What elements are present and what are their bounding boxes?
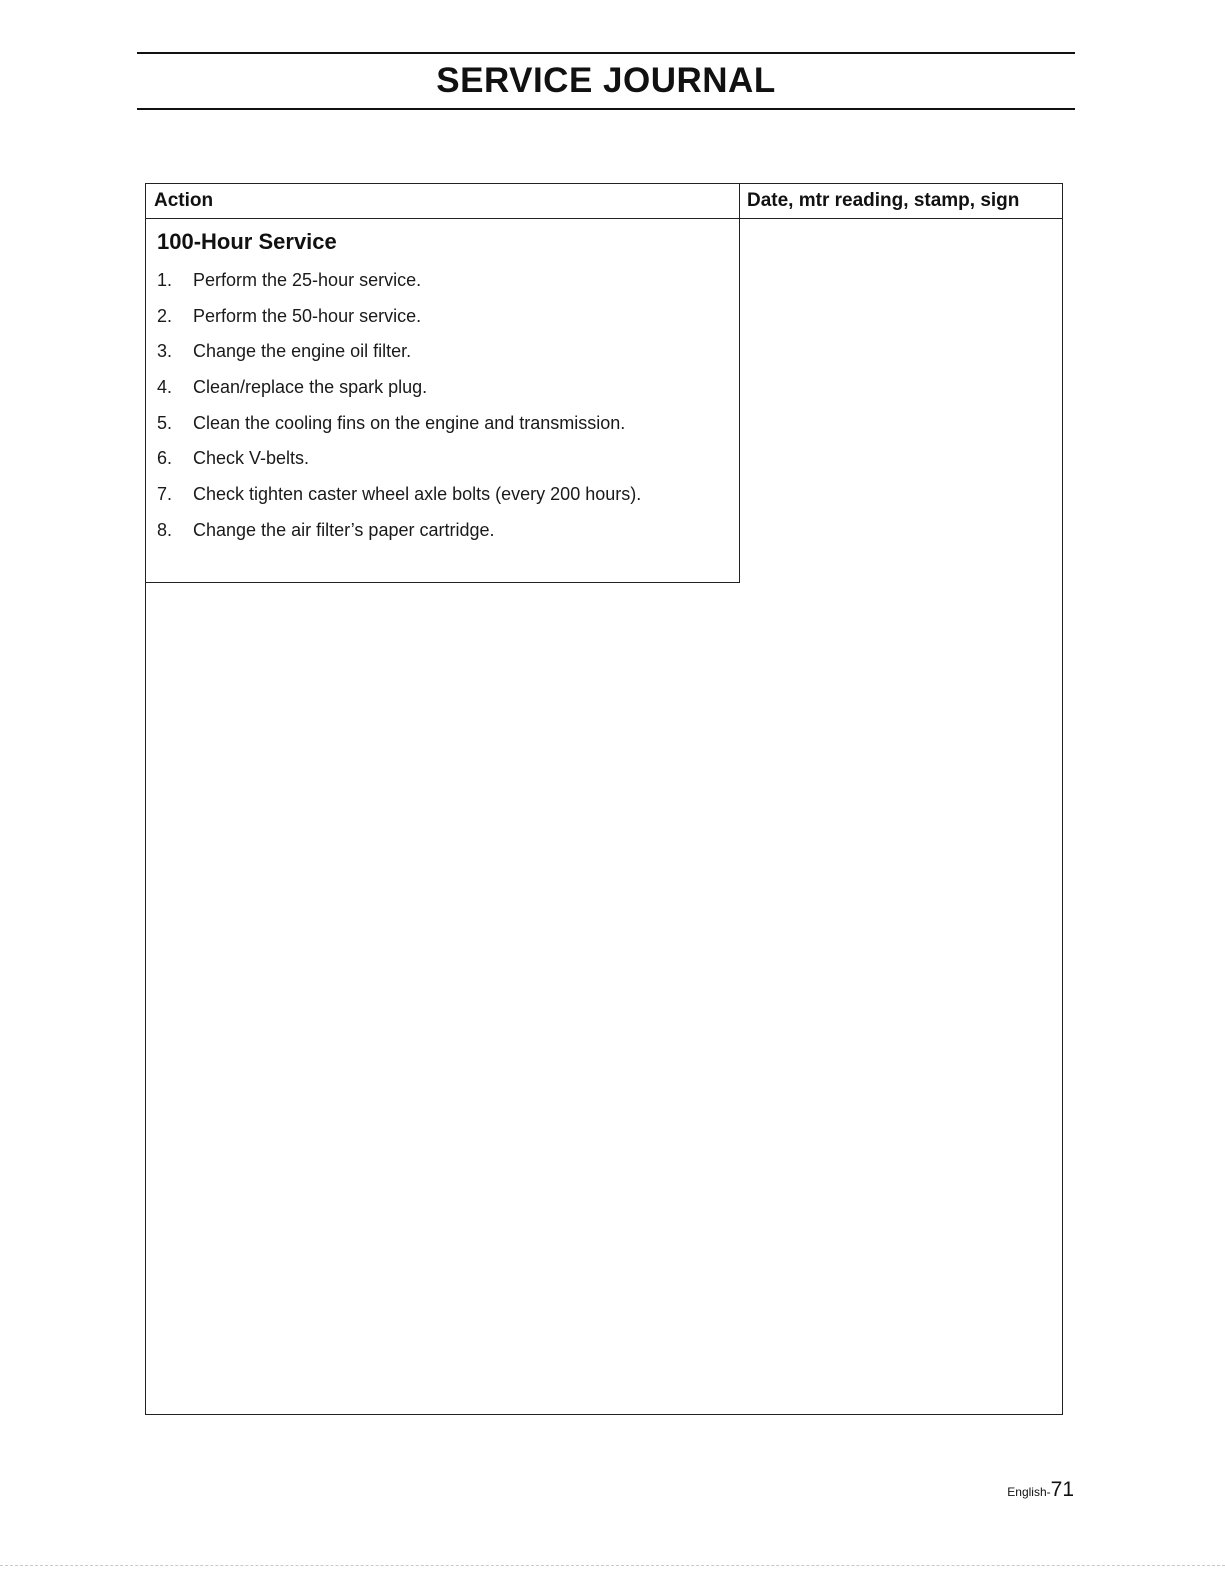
footer-language: English- [1007,1485,1051,1499]
step-number: 7. [157,484,173,505]
step-text: Check V-belts. [193,448,310,469]
action-cell-100-hour [146,218,740,583]
title-rule-bottom [137,108,1075,110]
step-text: Change the engine oil filter. [193,341,412,362]
step-number: 6. [157,448,173,469]
step-text: Check tighten caster wheel axle bolts (every 200 hours). [193,484,642,505]
list-item [157,268,641,304]
section-title: 100-Hour Service [157,229,337,254]
step-text: Perform the 25-hour service. [193,270,422,290]
table-header-row [146,184,1062,219]
scan-edge-line [0,1565,1225,1566]
column-header-action: Action [154,190,214,211]
step-number: 1. [157,270,173,290]
step-text: Clean the cooling fins on the engine and transmission. [193,412,626,433]
page-footer [1007,1478,1074,1502]
column-header-date-sign: Date, mtr reading, stamp, sign [747,190,1020,211]
list-item [157,482,641,518]
service-journal-table [145,183,1063,1415]
list-item [157,304,641,340]
step-number: 2. [157,305,173,326]
list-item [157,375,641,411]
step-number: 4. [157,377,173,398]
list-item [157,411,641,447]
step-list [157,268,641,554]
step-text: Change the air filter’s paper cartridge. [193,519,495,540]
list-item [157,518,641,554]
list-item [157,339,641,375]
list-item [157,446,641,482]
step-text: Clean/replace the spark plug. [193,377,428,398]
step-number: 8. [157,519,173,540]
header-column-divider [739,184,740,218]
step-text: Perform the 50-hour service. [193,305,422,326]
page-number: 71 [1050,1478,1074,1501]
step-number: 5. [157,412,173,433]
step-number: 3. [157,341,173,362]
title-rule-top [137,52,1075,54]
page-title: SERVICE JOURNAL [436,61,776,100]
